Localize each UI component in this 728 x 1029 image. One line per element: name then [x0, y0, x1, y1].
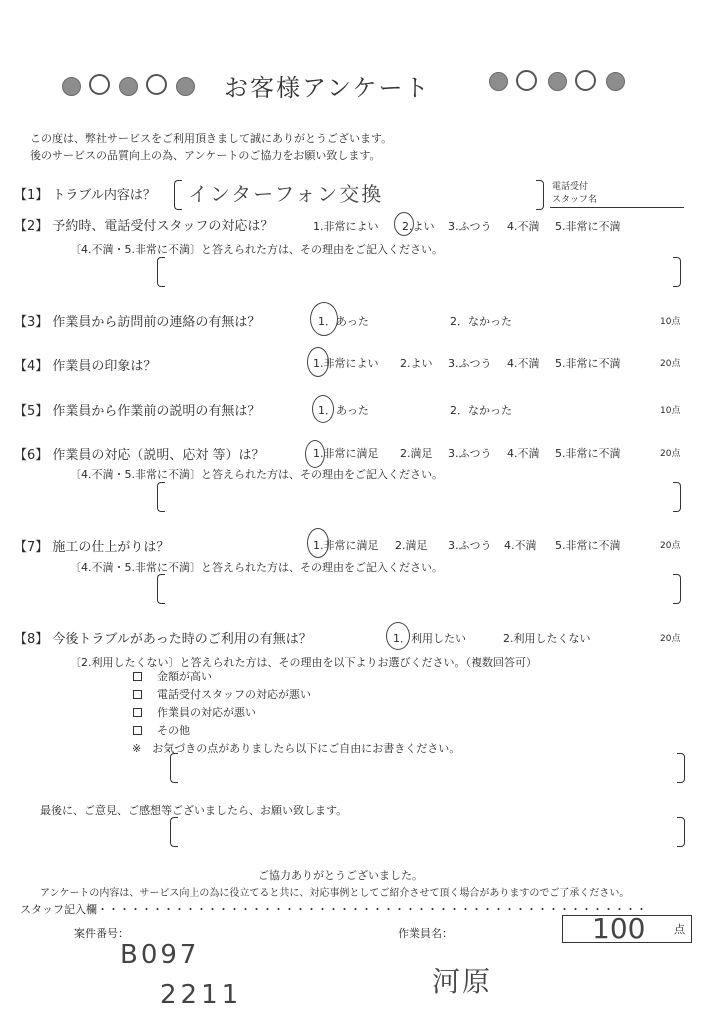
q4-option-3[interactable]: 3.ふつう — [448, 357, 492, 370]
checkbox-other[interactable] — [133, 726, 142, 735]
q7-option-3[interactable]: 3.ふつう — [448, 539, 492, 552]
q5-points: 10点 — [660, 406, 681, 416]
q2-option-4[interactable]: 4.不満 — [507, 220, 540, 233]
q3-label: 【3】 作業員から訪問前の連絡の有無は？ — [14, 315, 261, 330]
q2-reason-bracket-right — [673, 257, 681, 287]
q6-option-4[interactable]: 4.不満 — [507, 447, 540, 460]
usage-notice: アンケートの内容は、サービス向上の為に役立てると共に、対応事例としてご紹介させて頂く場合がありますのでご了承ください。 — [40, 888, 630, 899]
decor-dot-filled — [548, 72, 567, 91]
intro-line-1: この度は、弊社サービスをご利用頂きまして誠にありがとうございます。 — [30, 132, 393, 145]
q6-reason-bracket-right — [673, 482, 681, 512]
q2-answer-circle — [394, 212, 414, 236]
thanks-text: ご協力ありがとうございました。 — [258, 869, 423, 882]
q1-bracket-right — [536, 180, 544, 210]
q7-reason-prompt: 〔4.不満・5.非常に不満〕と答えられた方は、その理由をご記入ください。 — [70, 561, 443, 574]
q5-label: 【5】 作業員から作業前の説明の有無は？ — [14, 404, 261, 419]
decor-dot-outline — [575, 70, 596, 91]
closing-bracket-left — [170, 817, 178, 847]
q4-label: 【4】 作業員の印象は？ — [14, 359, 157, 374]
q2-label: 【2】 予約時、電話受付スタッフの対応は？ — [14, 219, 274, 234]
staff-label-reception: 電話受付 — [552, 182, 589, 192]
q4-option-4[interactable]: 4.不満 — [507, 357, 540, 370]
q2-option-5[interactable]: 5.非常に不満 — [555, 220, 621, 233]
closing-prompt: 最後に、ご意見、ご感想等ございましたら、お願い致します。 — [40, 804, 348, 817]
decor-dot-outline — [146, 74, 167, 95]
q6-option-1[interactable]: 1.非常に満足 — [313, 447, 379, 460]
q7-answer-circle — [307, 528, 329, 558]
q4-option-1[interactable]: 1.非常によい — [313, 357, 379, 370]
q8-label: 【8】 今後トラブルがあった時のご利用の有無は？ — [14, 632, 312, 647]
q7-points: 20点 — [660, 541, 681, 551]
case-number-line-2: 2211 — [160, 980, 243, 1010]
checkbox-label-other: その他 — [157, 724, 190, 737]
q2-option-3[interactable]: 3.ふつう — [448, 220, 492, 233]
score-value: 100 — [592, 912, 646, 945]
decor-dot-outline — [89, 74, 110, 95]
q8-option-2[interactable]: 2.利用したくない — [503, 632, 591, 645]
q6-option-5[interactable]: 5.非常に不満 — [555, 447, 621, 460]
q8-comment-bracket-left — [170, 753, 178, 783]
q6-label: 【6】 作業員の対応（説明、応対 等）は？ — [14, 448, 265, 463]
q6-points: 20点 — [660, 449, 681, 459]
q7-option-2[interactable]: 2.満足 — [395, 539, 428, 552]
q7-reason-bracket-left — [157, 574, 165, 604]
q4-option-5[interactable]: 5.非常に不満 — [555, 357, 621, 370]
q6-option-3[interactable]: 3.ふつう — [448, 447, 492, 460]
q4-answer-circle — [307, 347, 329, 377]
q6-answer-circle — [305, 440, 325, 468]
q7-option-4[interactable]: 4.不満 — [504, 539, 537, 552]
staff-label-name: スタッフ名 — [552, 195, 598, 205]
q7-reason-bracket-right — [673, 574, 681, 604]
q6-reason-prompt: 〔4.不満・5.非常に不満〕と答えられた方は、その理由をご記入ください。 — [70, 468, 443, 481]
q7-label: 【7】 施工の仕上がりは？ — [14, 540, 170, 555]
case-number-label: 案件番号： — [74, 927, 129, 940]
page-title: お客様アンケート — [224, 74, 431, 102]
q1-handwritten-answer: インターフォン交換 — [188, 182, 384, 206]
q8-answer-circle — [386, 622, 410, 650]
q3-option-1[interactable]: 1．あった — [318, 315, 369, 328]
decor-dot-filled — [606, 72, 625, 91]
q5-option-1[interactable]: 1．あった — [318, 404, 369, 417]
q1-bracket-left — [174, 180, 182, 210]
score-unit: 点 — [674, 923, 685, 936]
staff-name-underline — [550, 207, 684, 208]
q5-answer-circle — [312, 395, 334, 423]
q2-option-1[interactable]: 1.非常によい — [313, 220, 379, 233]
checkbox-label-high-price: 金額が高い — [157, 670, 212, 683]
intro-line-2: 後のサービスの品質向上の為、アンケートのご協力をお願い致します。 — [30, 149, 381, 162]
q8-option-1[interactable]: 1．利用したい — [393, 632, 466, 645]
worker-name-label: 作業員名： — [398, 927, 453, 940]
q3-option-2[interactable]: 2．なかった — [450, 315, 512, 328]
worker-name-signature: 河原 — [432, 965, 493, 998]
q8-reason-prompt: 〔2.利用したくない〕と答えられた方は、その理由を以下よりお選びください。（複数回答可） — [70, 656, 537, 669]
checkbox-reception-staff[interactable] — [133, 690, 142, 699]
q8-points: 20点 — [660, 634, 681, 644]
checkbox-high-price[interactable] — [133, 672, 142, 681]
closing-bracket-right — [677, 817, 685, 847]
checkbox-label-worker-attitude: 作業員の対応が悪い — [157, 706, 256, 719]
q5-option-2[interactable]: 2．なかった — [450, 404, 512, 417]
q2-reason-bracket-left — [157, 257, 165, 287]
q3-points: 10点 — [660, 317, 681, 327]
q6-option-2[interactable]: 2.満足 — [400, 447, 433, 460]
decor-dot-filled — [489, 72, 508, 91]
decor-dot-outline — [516, 70, 537, 91]
q2-option-2[interactable]: 2.よい — [402, 220, 435, 233]
decor-dot-filled — [176, 77, 195, 96]
q4-points: 20点 — [660, 359, 681, 369]
q7-option-5[interactable]: 5.非常に不満 — [555, 539, 621, 552]
staff-section-label: スタッフ記入欄・・・・・・・・・・・・・・・・・・・・・・・・・・・・・・・・・・・・・・・・・・・・・・・・・・ — [20, 903, 647, 916]
checkbox-worker-attitude[interactable] — [133, 708, 142, 717]
checkbox-label-reception-staff: 電話受付スタッフの対応が悪い — [157, 688, 311, 701]
case-number-line-1: B097 — [120, 940, 200, 970]
q3-answer-circle — [310, 302, 338, 336]
q8-comment-bracket-right — [677, 753, 685, 783]
decor-dot-filled — [62, 77, 81, 96]
q6-reason-bracket-left — [157, 482, 165, 512]
decor-dot-filled — [119, 77, 138, 96]
q4-option-2[interactable]: 2.よい — [400, 357, 433, 370]
q2-reason-prompt: 〔4.不満・5.非常に不満〕と答えられた方は、その理由をご記入ください。 — [70, 243, 443, 256]
q7-option-1[interactable]: 1.非常に満足 — [313, 539, 379, 552]
q1-label: 【1】 トラブル内容は？ — [14, 188, 156, 203]
q8-free-comment-note: ※ お気づきの点がありましたら以下にご自由にお書きください。 — [132, 742, 461, 755]
